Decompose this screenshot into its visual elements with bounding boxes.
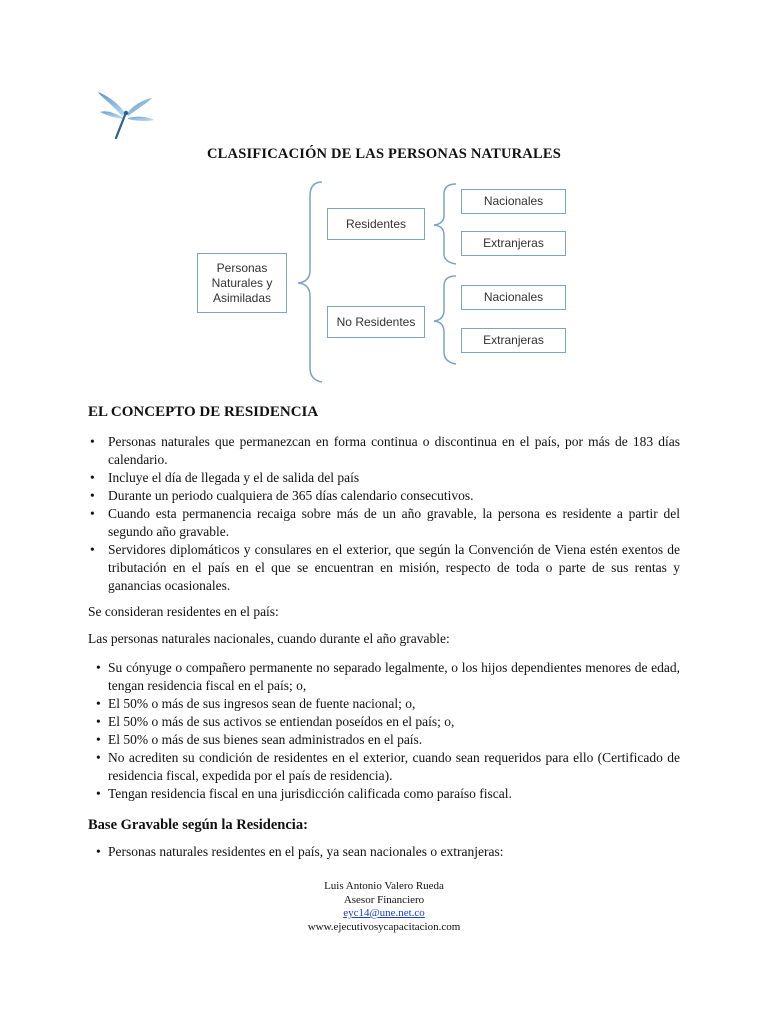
footer-website: www.ejecutivosycapacitacion.com: [307, 920, 461, 933]
node-no-residentes-extranjeras: Extranjeras: [461, 328, 566, 353]
node-personas-naturales: Personas Naturales y Asimiladas: [197, 253, 287, 313]
list-item: • Su cónyuge o compañero permanente no separado legalmente, o los hijos dependientes menores de edad, tengan residencia fiscal en el país; o,: [96, 659, 680, 695]
document-title: CLASIFICACIÓN DE LAS PERSONAS NATURALES: [207, 146, 561, 162]
node-residentes-nacionales: Nacionales: [461, 189, 566, 214]
list-item: • No acrediten su condición de residentes en el exterior, cuando sean requeridos para ello (Certificado de residencia fiscal, expedida por el país de residencia).: [96, 749, 680, 785]
list-item: • Personas naturales que permanezcan en forma continua o discontinua en el país, por más de 183 días calendario.: [88, 433, 680, 469]
list-item: • Tengan residencia fiscal en una jurisdicción calificada como paraíso fiscal.: [96, 785, 680, 803]
paragraph-nacionales: Las personas naturales nacionales, cuando durante el año gravable:: [88, 631, 450, 646]
node-residentes: Residentes: [327, 208, 425, 240]
residencia-bullet-list: [88, 433, 680, 595]
diagram-brackets: [0, 170, 768, 386]
base-gravable-bullet-list: [96, 843, 680, 861]
paragraph-residentes: Se consideran residentes en el país:: [88, 604, 279, 619]
page-footer: [0, 880, 768, 934]
footer-role: Asesor Financiero: [343, 893, 425, 906]
list-item: • Personas naturales residentes en el país, ya sean nacionales o extranjeras:: [96, 843, 680, 861]
dragonfly-logo-icon: [94, 86, 158, 144]
list-item: • Servidores diplomáticos y consulares en el exterior, que según la Convención de Viena estén exentos de tributación en el país en el que se encuentran en misión, respecto de toda o parte de sus rentas y ganancias ocasionales.: [88, 541, 680, 595]
condiciones-bullet-list: [96, 659, 680, 803]
list-item: • El 50% o más de sus bienes sean administrados en el país.: [96, 731, 680, 749]
section-heading-base-gravable: Base Gravable según la Residencia:: [88, 817, 308, 833]
section-heading-residencia: EL CONCEPTO DE RESIDENCIA: [88, 404, 319, 420]
list-item: • Durante un periodo cualquiera de 365 días calendario consecutivos.: [88, 487, 680, 505]
node-no-residentes-nacionales: Nacionales: [461, 285, 566, 310]
list-item: • El 50% o más de sus activos se entiendan poseídos en el país; o,: [96, 713, 680, 731]
node-residentes-extranjeras: Extranjeras: [461, 231, 566, 256]
footer-email-link[interactable]: eyc14@une.net.co: [343, 907, 425, 919]
footer-name: Luis Antonio Valero Rueda: [324, 880, 444, 892]
list-item: • El 50% o más de sus ingresos sean de fuente nacional; o,: [96, 695, 680, 713]
node-no-residentes: No Residentes: [327, 306, 425, 338]
classification-diagram: [0, 170, 768, 386]
list-item: • Incluye el día de llegada y el de salida del país: [88, 469, 680, 487]
list-item: • Cuando esta permanencia recaiga sobre más de un año gravable, la persona es residente a partir del segundo año gravable.: [88, 505, 680, 541]
